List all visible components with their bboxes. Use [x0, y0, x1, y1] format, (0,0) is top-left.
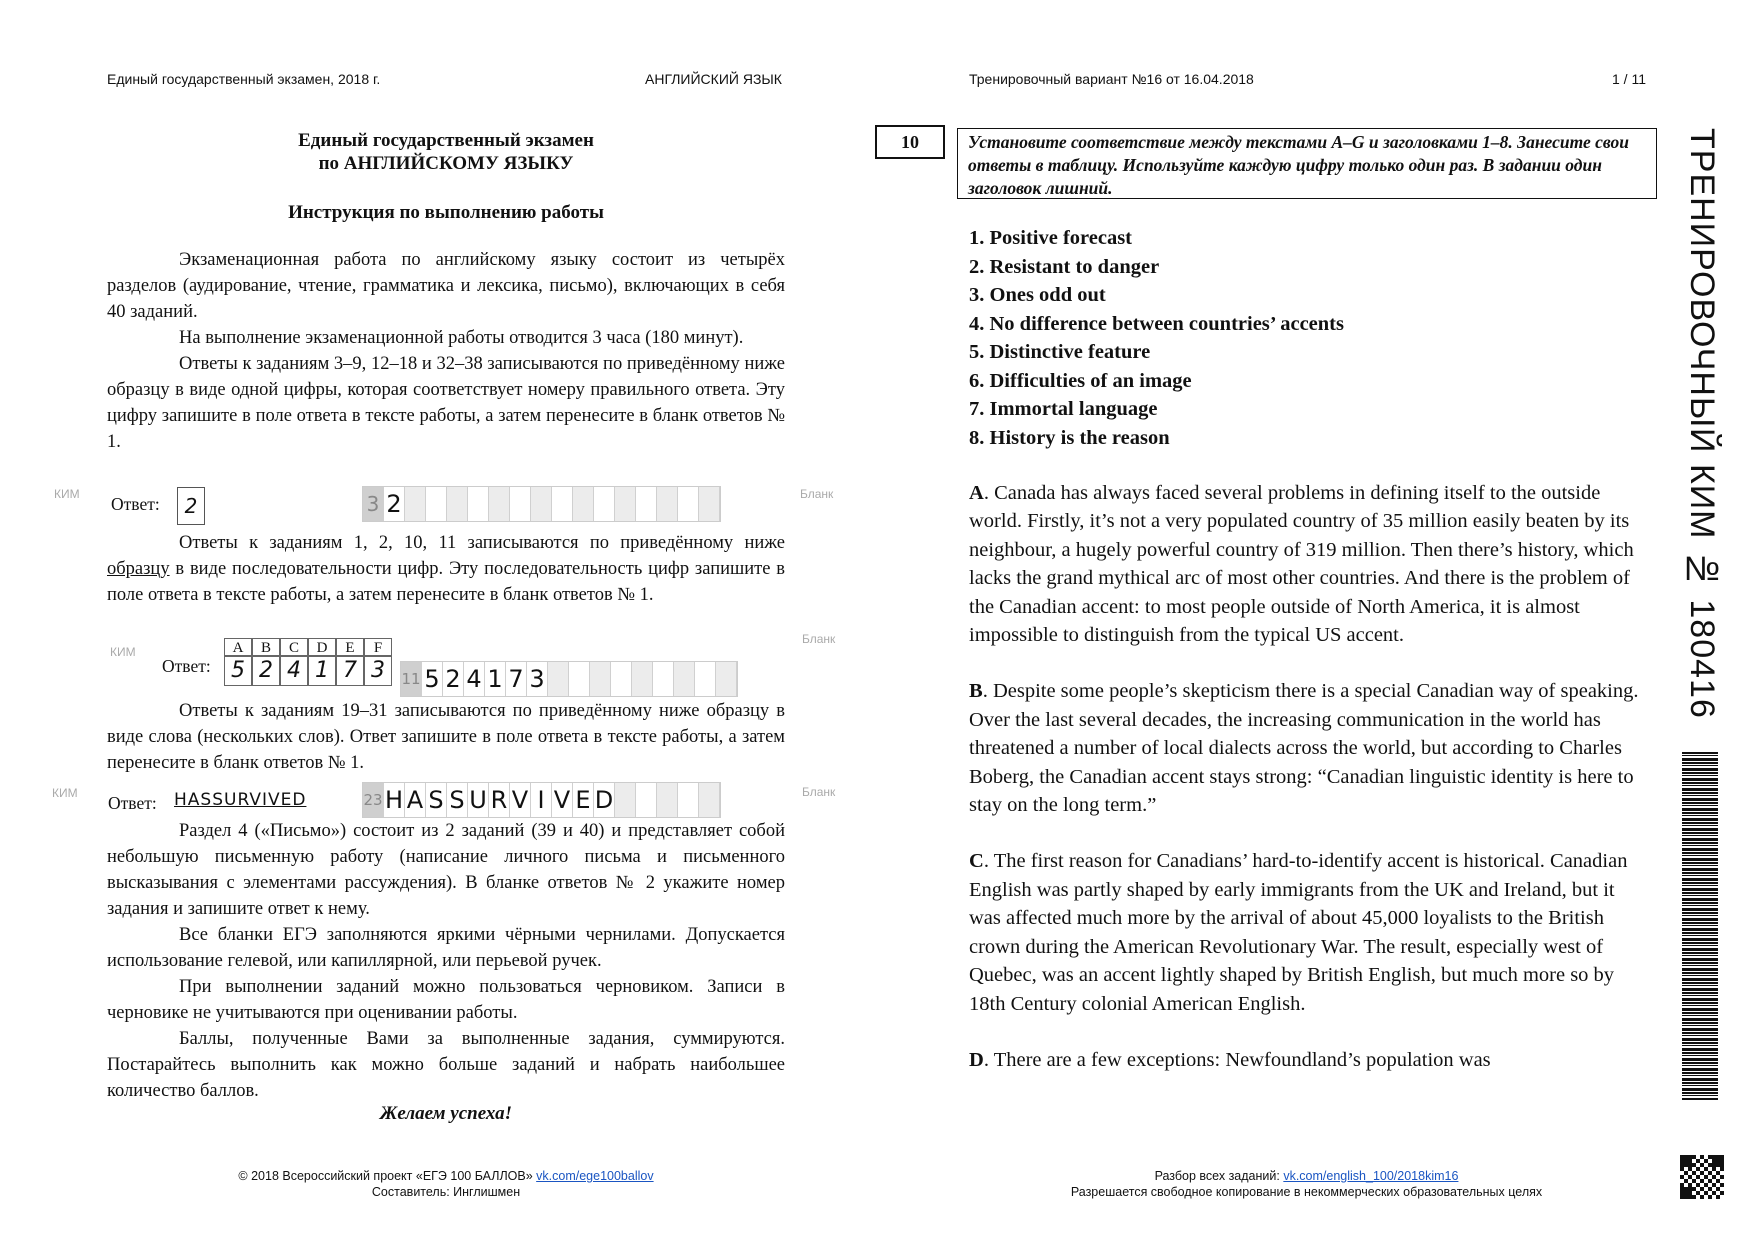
blank-label-2: Бланк — [802, 632, 836, 646]
footer-right-link[interactable]: vk.com/english_100/2018kim16 — [1283, 1169, 1459, 1183]
heading-item: 2. Resistant to danger — [969, 255, 1160, 278]
footer-left: © 2018 Всероссийский проект «ЕГЭ 100 БАЛЛОВ» vk.com/ege100ballov Составитель: Инглишмен — [238, 1169, 654, 1199]
paragraph-8: При выполнении заданий можно пользоваться черновиком. Записи в черновике не учитываются при оценивании работы. — [107, 977, 785, 1023]
paragraph-1: Экзаменационная работа по английскому языку состоит из четырёх разделов (аудирование, чтение, грамматика и лексика, письмо), включающих в себя 40 заданий. — [107, 250, 785, 322]
kim-label: КИМ — [54, 487, 80, 501]
paragraph-5: Ответы к заданиям 19–31 записываются по приведённому ниже образцу в виде слова (нескольких слов). Ответ запишите в поле ответа в тексте работы, а затем перенесите в бланк ответов № 1. — [107, 701, 785, 773]
example-word-answer: HASSURVIVED — [174, 790, 307, 810]
blank-label: Бланк — [800, 487, 834, 501]
heading-item: 3. Ones odd out — [969, 284, 1106, 306]
kim-label-2: КИМ — [110, 645, 136, 659]
blank-label-3: Бланк — [802, 785, 836, 799]
heading-item: 8. History is the reason — [969, 426, 1170, 449]
paragraph-9: Баллы, полученные Вами за выполненные задания, суммируются. Постарайтесь выполнить как можно больше заданий и набрать наибольшее количество баллов. — [107, 1029, 785, 1101]
heading-item: 1. Positive forecast — [969, 227, 1132, 249]
footer-right: Разбор всех заданий: vk.com/english_100/2018kim16 Разрешается свободное копирование в некоммерческих образовательных целях — [1070, 1169, 1543, 1199]
task-instruction: Установите соответствие между текстами A–G и заголовками 1–8. Занесите свои ответы в таблицу. Используйте каждую цифру только один раз. В задании один заголовок лишний. — [957, 128, 1657, 199]
headings-list — [969, 224, 1669, 452]
barcode-icon — [1682, 752, 1718, 1100]
text-c: C. The first reason for Canadians’ hard-to-identify accent is historical. Canadian English was partly shaped by early immigrants from the UK and Ireland, but it was affected much more by the arrival of about 45,000 loyalists to the British crown during the American Revolutionary War. The result, especially west of Quebec, was an accent lightly shaped by British English, but much more so by 18th Century colonial American English. — [969, 850, 1628, 1015]
answer-label: Ответ: — [111, 494, 160, 514]
sheet-task-number-2: 11 — [401, 662, 422, 696]
header-variant: Тренировочный вариант №16 от 16.04.2018 — [969, 71, 1254, 87]
heading-item: 7. Immortal language — [969, 398, 1158, 420]
title-line-1: Единый государственный экзамен — [298, 130, 594, 151]
answer-sheet-row-3: 23 H A S S U R V I V E D — [362, 782, 721, 818]
heading-item: 4. No difference between countries’ accents — [969, 312, 1344, 335]
text-a: A. Canada has always faced several problems in defining itself to the outside world. Firstly, it’s not a very populated country of 35 million easily beaten by its neighbour, a hugely powerful country of 319 million. Then there’s history, which lacks the grand mythical arc of most other countries. And there is the problem of the Canadian accent: to most people outside of North America, it is almost impossible to distinguish from the typical US accent. — [969, 482, 1634, 647]
paragraph-7: Все бланки ЕГЭ заполняются яркими чёрными чернилами. Допускается использование гелевой, или капиллярной, или перьевой ручек. — [107, 925, 785, 971]
sheet-task-number: 3 — [363, 487, 384, 521]
instructions-block-3 — [107, 698, 785, 776]
header-page-number: 1 / 11 — [1612, 71, 1646, 87]
example-letter-table: A B C D E F 5 2 4 1 7 3 — [224, 638, 392, 686]
paragraph-2: На выполнение экзаменационной работы отводится 3 часа (180 минут). — [179, 328, 744, 348]
wish-text: Желаем успеха! — [379, 1103, 513, 1124]
reading-texts — [969, 479, 1644, 1074]
instructions-block-2 — [107, 530, 785, 608]
paragraph-4: Ответы к заданиям 1, 2, 10, 11 записываются по приведённому ниже образцу в виде последовательности цифр. Эту последовательность цифр запишите в поле ответа в тексте работы, а затем перенесите в бланк ответов № 1. — [107, 533, 785, 605]
heading-item: 5. Distinctive feature — [969, 341, 1151, 363]
footer-left-link[interactable]: vk.com/ege100ballov — [536, 1169, 654, 1183]
header-exam-name: Единый государственный экзамен, 2018 г. — [107, 71, 381, 87]
paragraph-3: Ответы к заданиям 3–9, 12–18 и 32–38 записываются по приведённому ниже образцу в виде одной цифры, которая соответствует номеру правильного ответа. Эту цифру запишите в поле ответа в тексте работы, а затем перенесите в бланк ответов № 1. — [107, 354, 785, 452]
title-line-2: по АНГЛИЙСКОМУ ЯЗЫКУ — [318, 153, 574, 174]
instruction-subtitle: Инструкция по выполнению работы — [288, 202, 604, 223]
kim-label-3: КИМ — [52, 786, 78, 800]
heading-item: 6. Difficulties of an image — [969, 369, 1192, 392]
paragraph-6: Раздел 4 («Письмо») состоит из 2 заданий (39 и 40) и представляет собой небольшую письменную работу (написание личного письма и письменного высказывания с элементами рассуждения). В бланке ответов № 2 укажите номер задания и запишите ответ к нему. — [107, 821, 785, 919]
sheet-task-number-3: 23 — [363, 783, 384, 817]
answer-sheet-row-2: 11 5 2 4 1 7 3 — [400, 661, 738, 697]
header-subject: АНГЛИЙСКИЙ ЯЗЫК — [645, 71, 782, 87]
qr-code-icon — [1680, 1155, 1724, 1199]
text-b: B. Despite some people’s skepticism there is a special Canadian way of speaking. Over the last several decades, the increasing communication in the world has threatened a number of local dialects across the world, but according to Charles Boberg, the Canadian accent stays strong: “Canadian linguistic identity is here to stay on the long term.” — [969, 680, 1639, 817]
task-number: 10 — [875, 125, 945, 159]
answer-label-2: Ответ: — [162, 656, 211, 676]
example-answer-box: 2 — [177, 487, 205, 525]
sheet-cell: 2 — [384, 487, 405, 521]
answer-label-3: Ответ: — [108, 793, 157, 813]
sample-link[interactable]: образцу — [107, 559, 170, 579]
instructions-block-4 — [107, 818, 785, 1104]
page-title — [107, 129, 785, 175]
answer-sheet-row-1 — [362, 486, 721, 522]
text-d: D. There are a few exceptions: Newfoundland’s population was — [969, 1048, 1491, 1071]
instructions-block-1 — [107, 247, 785, 455]
vertical-kim-label: ТРЕНИРОВОЧНЫЙ КИМ № 180416 — [1683, 128, 1721, 719]
